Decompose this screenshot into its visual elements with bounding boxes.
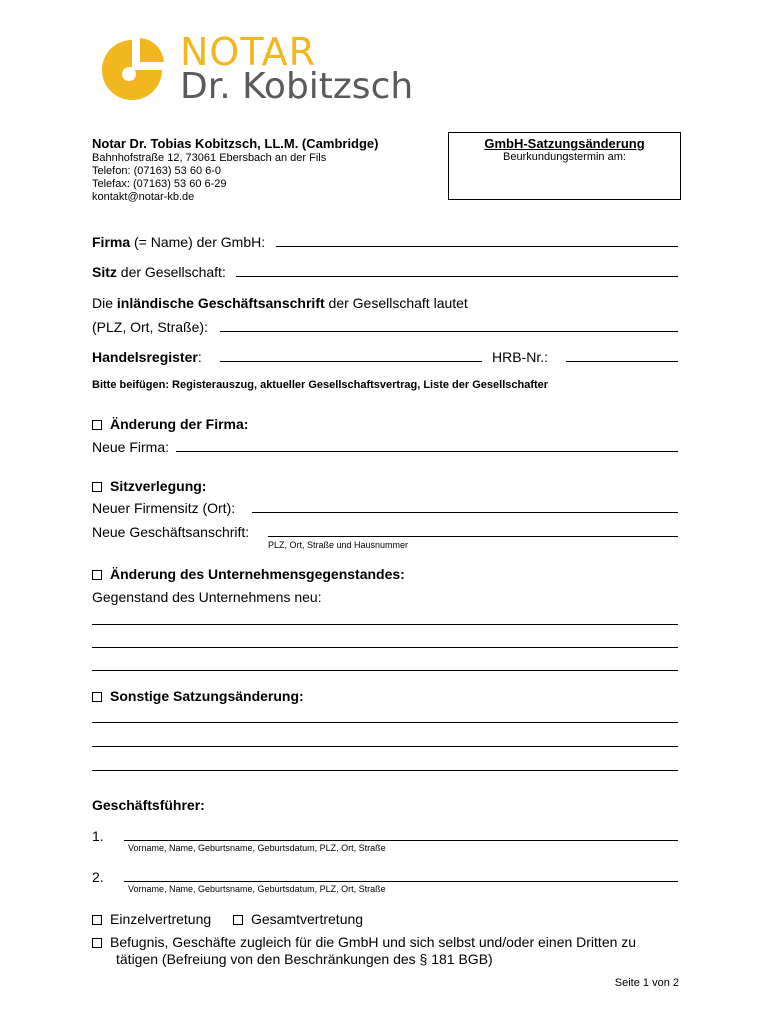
sitz-label: Sitz der Gesellschaft:	[92, 264, 226, 280]
register-field[interactable]	[220, 361, 482, 362]
notary-logo-sun-icon	[96, 34, 168, 106]
form-title: GmbH-Satzungsänderung	[484, 136, 645, 151]
gf-heading: Geschäftsführer:	[92, 797, 205, 813]
gf2-hint: Vorname, Name, Geburtsname, Geburtsdatum, PLZ, Ort, Straße	[128, 884, 386, 894]
attachment-hint: Bitte beifügen: Registerauszug, aktueller Gesellschaftsvertrag, Liste der Gesellschafter	[92, 379, 549, 391]
anschrift-hint: PLZ, Ort, Straße und Hausnummer	[268, 540, 409, 550]
gf1-number: 1.	[92, 828, 104, 844]
sitz-change-option[interactable]: Sitzverlegung:	[92, 478, 206, 494]
anschrift-field[interactable]	[220, 331, 678, 332]
notary-name: Notar Dr. Tobias Kobitzsch, LL.M. (Cambridge)	[92, 136, 379, 151]
checkbox-icon[interactable]	[92, 482, 102, 492]
checkbox-icon[interactable]	[92, 420, 102, 430]
notary-email: kontakt@notar-kb.de	[92, 191, 195, 203]
gf1-hint: Vorname, Name, Geburtsname, Geburtsdatum, PLZ, Ort, Straße	[128, 843, 386, 853]
firma-change-option[interactable]: Änderung der Firma:	[92, 416, 248, 432]
notary-address: Bahnhofstraße 12, 73061 Ebersbach an der Fils	[92, 152, 327, 164]
anschrift-label: Die inländische Geschäftsanschrift der Gesellschaft lautet	[92, 295, 468, 311]
gegenstand-label: Gegenstand des Unternehmens neu:	[92, 589, 322, 605]
register-label: Handelsregister:	[92, 349, 202, 365]
neue-firma-label: Neue Firma:	[92, 439, 170, 455]
logo-name: Dr. Kobitzsch	[180, 66, 414, 107]
page-number: Seite 1 von 2	[614, 977, 679, 989]
befugnis-option[interactable]: Befugnis, Geschäfte zugleich für die GmbH und sich selbst und/oder einen Dritten zu	[92, 934, 636, 950]
sonstige-option[interactable]: Sonstige Satzungsänderung:	[92, 688, 304, 704]
neuer-sitz-label: Neuer Firmensitz (Ort):	[92, 500, 236, 516]
gf2-field[interactable]	[124, 881, 678, 882]
einzelvertretung-option[interactable]: Einzelvertretung	[92, 911, 211, 927]
firma-field[interactable]	[276, 246, 678, 247]
checkbox-icon[interactable]	[92, 915, 102, 925]
checkbox-icon[interactable]	[92, 938, 102, 948]
hrb-field[interactable]	[566, 361, 678, 362]
gf1-field[interactable]	[124, 840, 678, 841]
sonstige-line[interactable]	[92, 770, 678, 771]
neue-anschrift-label: Neue Geschäftsanschrift:	[92, 524, 250, 540]
neue-anschrift-field[interactable]	[268, 536, 678, 537]
neuer-sitz-field[interactable]	[252, 512, 678, 513]
sitz-field[interactable]	[236, 276, 678, 277]
notary-phone: Telefon: (07163) 53 60 6-0	[92, 165, 222, 177]
appointment-label: Beurkundungstermin am:	[503, 151, 626, 163]
logo-title: NOTAR	[180, 30, 316, 74]
gegenstand-line[interactable]	[92, 670, 678, 671]
notary-fax: Telefax: (07163) 53 60 6-29	[92, 178, 227, 190]
sonstige-line[interactable]	[92, 722, 678, 723]
gegenstand-line[interactable]	[92, 647, 678, 648]
sonstige-line[interactable]	[92, 746, 678, 747]
checkbox-icon[interactable]	[92, 570, 102, 580]
checkbox-icon[interactable]	[233, 915, 243, 925]
gegenstand-line[interactable]	[92, 624, 678, 625]
gegenstand-change-option[interactable]: Änderung des Unternehmensgegenstandes:	[92, 566, 405, 582]
firma-label: Firma (= Name) der GmbH:	[92, 234, 266, 250]
gf2-number: 2.	[92, 869, 104, 885]
neue-firma-field[interactable]	[176, 451, 678, 452]
gesamtvertretung-option[interactable]: Gesamtvertretung	[233, 911, 363, 927]
hrb-label: HRB-Nr.:	[492, 349, 548, 365]
checkbox-icon[interactable]	[92, 692, 102, 702]
plz-label: (PLZ, Ort, Straße):	[92, 319, 208, 335]
befugnis-text-2: tätigen (Befreiung von den Beschränkungen des § 181 BGB)	[116, 951, 493, 967]
